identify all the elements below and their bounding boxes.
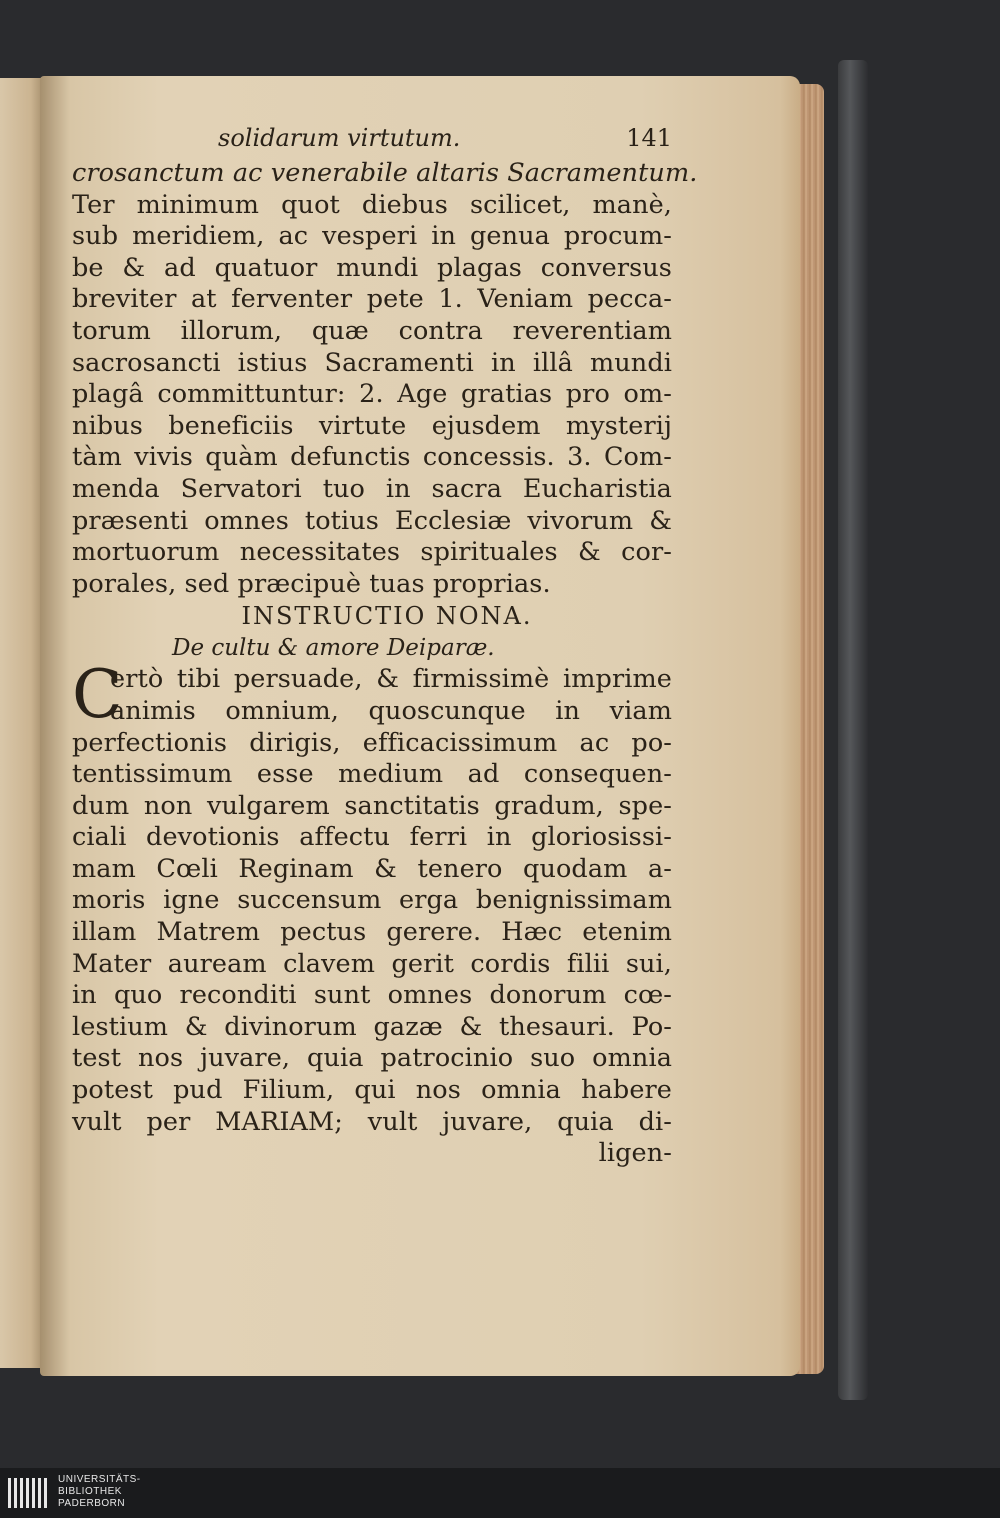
text-line: nibus beneficiis virtute ejusdem mysterij — [72, 410, 672, 441]
page-content — [72, 118, 698, 1170]
text-line: porales, sed præcipuè tuas proprias. — [72, 568, 551, 599]
text-line: potest pud Filium, qui nos omnia habere — [72, 1075, 672, 1106]
text-line: crosanctum ac venerabile altaris Sacramentum. — [72, 158, 698, 188]
drop-cap: C — [72, 656, 123, 734]
logo-line: UNIVERSITÄTS- — [58, 1474, 141, 1485]
text-line: test nos juvare, quia patrocinio suo omnia — [72, 1043, 672, 1074]
text-line: Mater auream clavem gerit cordis filii sui, — [72, 948, 672, 979]
text-line: moris igne succensum erga benignissimam — [72, 885, 672, 916]
library-logo-text — [58, 1474, 141, 1510]
running-head — [72, 118, 672, 158]
text-line: Ter minimum quot diebus scilicet, manè, — [72, 189, 672, 220]
text-line: torum illorum, quæ contra reverentiam — [72, 315, 672, 346]
text-line: ertò tibi persuade, & firmissimè imprime — [110, 664, 672, 695]
text-line: illam Matrem pectus gerere. Hæc etenim — [72, 917, 672, 948]
logo-line: PADERBORN — [58, 1498, 126, 1509]
text-line: tàm vivis quàm defunctis concessis. 3. Com- — [72, 442, 672, 473]
text-line: tentissimum esse medium ad consequen- — [72, 759, 672, 790]
text-line: mortuorum necessitates spirituales & cor- — [72, 537, 672, 568]
text-line: sub meridiem, ac vesperi in genua procum- — [72, 221, 672, 252]
book-cover-edge — [838, 60, 868, 1400]
library-logo-icon — [8, 1476, 52, 1510]
page-number: 141 — [626, 124, 672, 152]
text-line: præsenti omnes totius Ecclesiæ vivorum & — [72, 505, 672, 536]
text-line: in quo reconditi sunt omnes donorum cœ- — [72, 980, 672, 1011]
text-line: menda Servatori tuo in sacra Eucharistia — [72, 473, 672, 504]
text-line: vult per MARIAM; vult juvare, quia di- — [72, 1106, 672, 1137]
section-subheading: De cultu & amore Deiparæ. — [172, 635, 495, 662]
left-page-edge — [0, 78, 44, 1368]
text-line: ciali devotionis affectu ferri in gloriosissi- — [72, 822, 672, 853]
text-line: animis omnium, quoscunque in viam — [110, 695, 672, 726]
text-line: breviter at ferventer pete 1. Veniam pecca- — [72, 284, 672, 315]
text-line: sacrosancti istius Sacramenti in illâ mundi — [72, 347, 672, 378]
text-line: perfectionis dirigis, efficacissimum ac po- — [72, 727, 672, 758]
text-line: dum non vulgarem sanctitatis gradum, spe- — [72, 790, 672, 821]
section-heading: INSTRUCTIO NONA. — [241, 602, 533, 631]
footer-bar — [0, 1468, 1000, 1518]
text-line: mam Cœli Reginam & tenero quodam a- — [72, 853, 672, 884]
text-line: be & ad quatuor mundi plagas conversus — [72, 252, 672, 283]
text-line: lestium & divinorum gazæ & thesauri. Po- — [72, 1011, 672, 1042]
text-line: plagâ committuntur: 2. Age gratias pro om- — [72, 379, 672, 410]
logo-line: BIBLIOTHEK — [58, 1486, 122, 1497]
running-title: solidarum virtutum. — [218, 124, 461, 152]
catchword: ligen- — [598, 1138, 672, 1169]
